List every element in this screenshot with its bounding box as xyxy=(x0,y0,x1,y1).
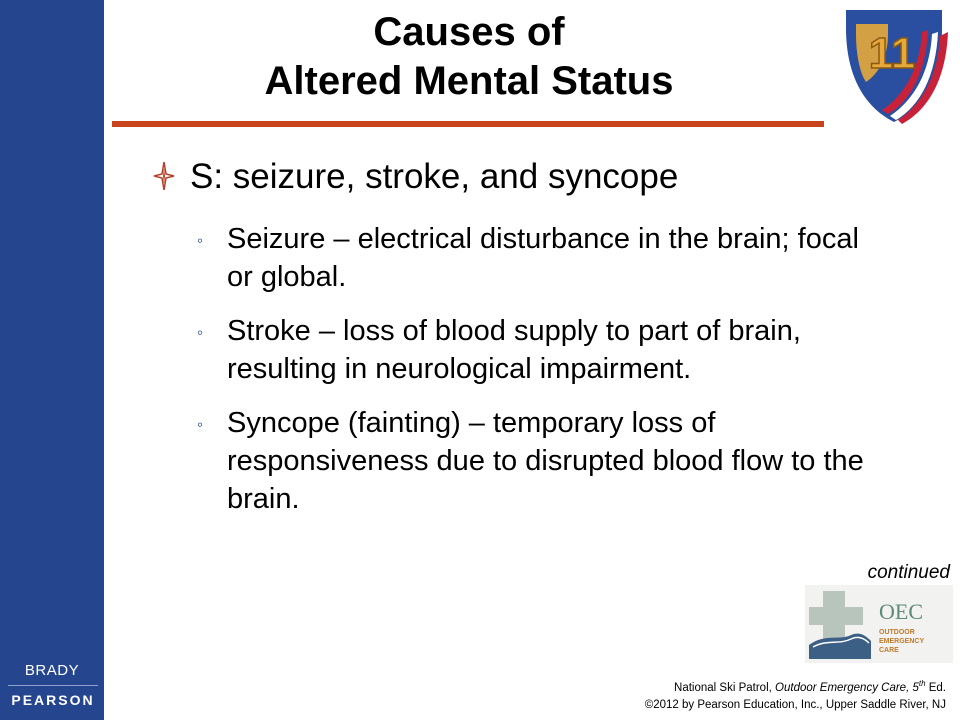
main-bullet xyxy=(152,150,872,204)
title-line-1: Causes of xyxy=(373,10,565,54)
oec-line-3: CARE xyxy=(879,647,899,654)
footer-prefix: National Ski Patrol, xyxy=(674,681,776,694)
ring-bullet-icon: ◦ xyxy=(197,323,204,342)
title-line-2: Altered Mental Status xyxy=(264,59,674,103)
badge-number: 11 xyxy=(868,29,916,78)
sub-bullet-syncope xyxy=(197,404,867,518)
footer-line-2: ©2012 by Pearson Education, Inc., Upper Saddle River, NJ xyxy=(644,698,946,711)
brady-label: BRADY xyxy=(24,662,80,679)
sub-bullet-stroke xyxy=(197,312,867,388)
oec-logo xyxy=(805,585,953,663)
slide-title xyxy=(114,8,824,106)
left-sidebar xyxy=(0,0,104,720)
ring-bullet-icon: ◦ xyxy=(197,415,204,434)
sub-bullet-text: Syncope (fainting) – temporary loss of responsiveness due to disrupted blood flow to the brain. xyxy=(227,407,864,515)
footer-edition: Ed. xyxy=(925,681,946,694)
footer-book-title: Outdoor Emergency Care, 5 xyxy=(775,681,919,694)
pearson-logo: PEARSON xyxy=(8,685,98,713)
main-bullet-text: S: seizure, stroke, and syncope xyxy=(190,157,679,196)
ring-bullet-icon: ◦ xyxy=(197,231,204,250)
star-bullet-icon xyxy=(152,160,176,192)
sub-bullet-seizure xyxy=(197,220,867,296)
continued-label: continued xyxy=(867,562,950,583)
oec-title: OEC xyxy=(879,599,923,624)
sub-bullet-text: Stroke – loss of blood supply to part of brain, resulting in neurological impairment. xyxy=(227,315,801,385)
footer-superscript: th xyxy=(918,679,926,688)
slide-content xyxy=(152,150,872,518)
title-underline xyxy=(112,121,824,127)
sub-bullet-text: Seizure – electrical disturbance in the brain; focal or global. xyxy=(227,223,859,293)
footer-line-1 xyxy=(645,675,946,697)
chapter-shield-badge-icon xyxy=(842,6,952,126)
oec-line-2: EMERGENCY xyxy=(879,638,925,645)
oec-line-1: OUTDOOR xyxy=(879,629,915,636)
copyright-footer xyxy=(645,675,946,714)
